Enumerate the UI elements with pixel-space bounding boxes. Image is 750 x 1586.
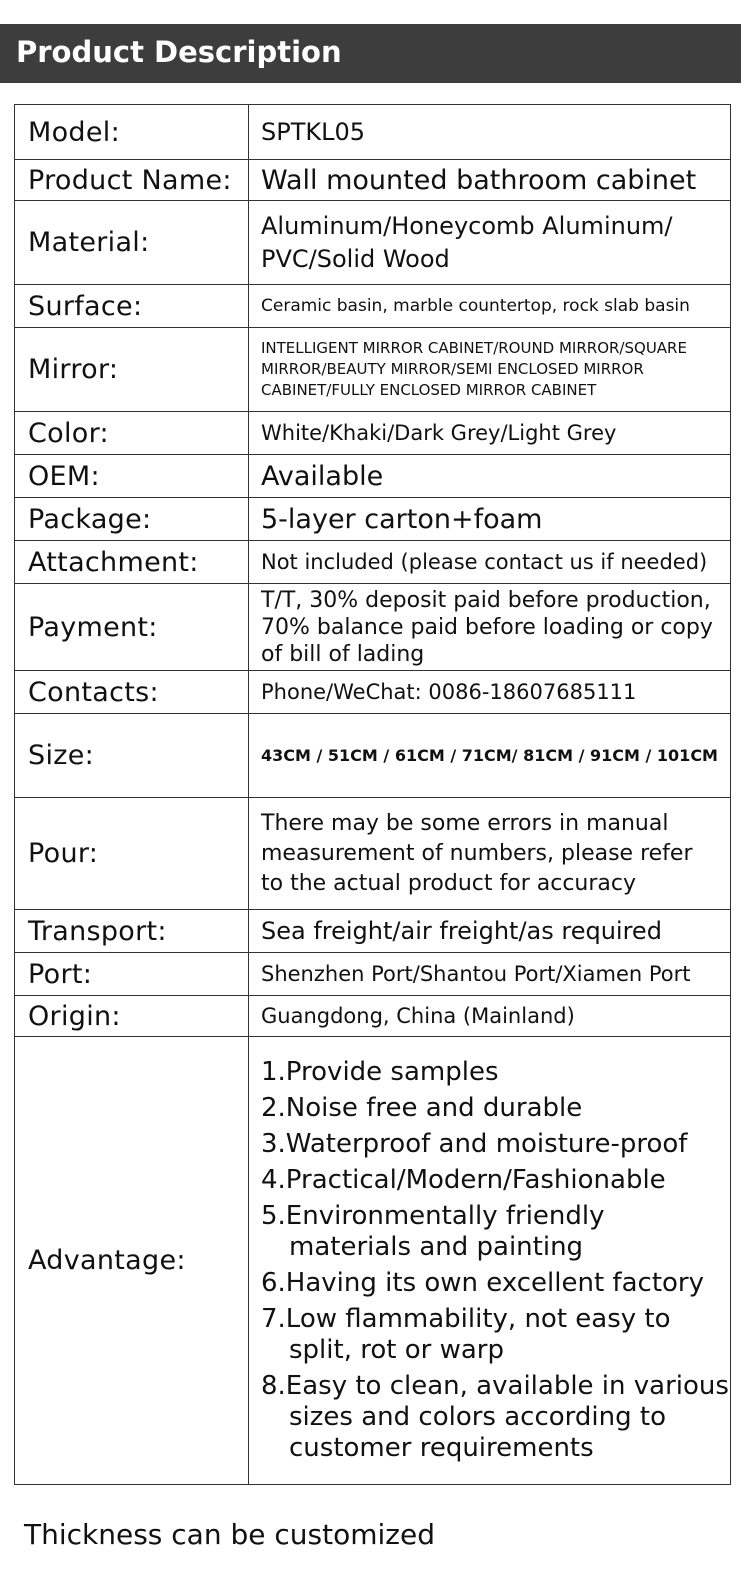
spec-label: Transport: bbox=[15, 910, 249, 953]
spec-row-package bbox=[15, 498, 731, 541]
advantage-item bbox=[261, 1370, 729, 1464]
spec-label: Package: bbox=[15, 498, 249, 541]
spec-value-line: White/Khaki/Dark Grey/Light Grey bbox=[261, 421, 617, 445]
spec-value bbox=[249, 201, 731, 285]
advantage-line: sizes and colors according to bbox=[289, 1401, 666, 1432]
spec-row-port bbox=[15, 953, 731, 996]
spec-row-product-name bbox=[15, 160, 731, 201]
spec-value-line: T/T, 30% deposit paid before production, bbox=[261, 587, 711, 613]
spec-label: Contacts: bbox=[15, 671, 249, 714]
spec-value-line: Sea freight/air freight/as required bbox=[261, 917, 662, 945]
spec-value-line: Available bbox=[261, 460, 384, 492]
spec-value bbox=[249, 996, 731, 1037]
header-bar bbox=[0, 24, 741, 83]
advantage-line: 3.Waterproof and moisture-proof bbox=[261, 1128, 688, 1159]
spec-value-line: Not included (please contact us if needed) bbox=[261, 550, 708, 574]
advantage-item bbox=[261, 1057, 726, 1088]
spec-row-size bbox=[15, 714, 731, 798]
spec-label: Material: bbox=[15, 201, 249, 285]
advantage-line: customer requirements bbox=[289, 1432, 594, 1463]
spec-value-line: There may be some errors in manual bbox=[261, 810, 669, 836]
spec-value-line: 43CM / 51CM / 61CM / 71CM/ 81CM / 91CM / 101CM bbox=[261, 746, 718, 765]
spec-row-model bbox=[15, 105, 731, 160]
advantage-line: 4.Practical/Modern/Fashionable bbox=[261, 1164, 666, 1195]
advantage-item bbox=[261, 1129, 726, 1160]
spec-row-origin bbox=[15, 996, 731, 1037]
spec-value bbox=[249, 671, 731, 714]
advantage-line: 2.Noise free and durable bbox=[261, 1092, 583, 1123]
spec-value bbox=[249, 714, 731, 798]
spec-value-line: Guangdong, China (Mainland) bbox=[261, 1004, 575, 1028]
spec-value-line: SPTKL05 bbox=[261, 118, 366, 146]
spec-value bbox=[249, 160, 731, 201]
spec-value-line: Wall mounted bathroom cabinet bbox=[261, 164, 697, 196]
spec-value-line: measurement of numbers, please refer bbox=[261, 840, 693, 866]
advantage-line: 7.Low flammability, not easy to bbox=[261, 1303, 671, 1334]
spec-row-attachment bbox=[15, 541, 731, 584]
spec-row-mirror bbox=[15, 328, 731, 412]
spec-value bbox=[249, 455, 731, 498]
spec-row-color bbox=[15, 412, 731, 455]
spec-value bbox=[249, 953, 731, 996]
spec-value bbox=[249, 285, 731, 328]
spec-label: Attachment: bbox=[15, 541, 249, 584]
advantage-line: 8.Easy to clean, available in various bbox=[261, 1370, 729, 1401]
spec-label: Pour: bbox=[15, 798, 249, 910]
spec-value bbox=[249, 541, 731, 584]
spec-label: Surface: bbox=[15, 285, 249, 328]
spec-row-material bbox=[15, 201, 731, 285]
spec-value bbox=[249, 498, 731, 541]
spec-label: Origin: bbox=[15, 996, 249, 1037]
advantage-line: split, rot or warp bbox=[289, 1334, 504, 1365]
advantage-list bbox=[261, 1056, 729, 1464]
advantage-list-cell bbox=[249, 1037, 731, 1485]
spec-label: Model: bbox=[15, 105, 249, 160]
advantage-line: materials and painting bbox=[289, 1231, 584, 1262]
spec-value bbox=[249, 412, 731, 455]
spec-table bbox=[14, 104, 731, 1485]
spec-value-line: MIRROR/BEAUTY MIRROR/SEMI ENCLOSED MIRROR bbox=[261, 360, 644, 378]
spec-value-line: 70% balance paid before loading or copy bbox=[261, 614, 713, 640]
advantage-line: 5.Environmentally friendly bbox=[261, 1200, 605, 1231]
spec-label: Port: bbox=[15, 953, 249, 996]
spec-row-advantage bbox=[15, 1037, 731, 1485]
spec-value-line: of bill of lading bbox=[261, 641, 425, 667]
spec-value-line: Shenzhen Port/Shantou Port/Xiamen Port bbox=[261, 962, 691, 986]
spec-label: Product Name: bbox=[15, 160, 249, 201]
spec-value bbox=[249, 328, 731, 412]
spec-label: Color: bbox=[15, 412, 249, 455]
spec-value-line: 5-layer carton+foam bbox=[261, 503, 543, 535]
spec-value-line: to the actual product for accuracy bbox=[261, 870, 637, 896]
spec-value bbox=[249, 105, 731, 160]
spec-label: OEM: bbox=[15, 455, 249, 498]
advantage-item bbox=[261, 1165, 726, 1196]
spec-value-line: Aluminum/Honeycomb Aluminum/ bbox=[261, 211, 673, 240]
spec-label: Advantage: bbox=[15, 1037, 249, 1485]
advantage-item bbox=[261, 1201, 726, 1263]
advantage-line: 1.Provide samples bbox=[261, 1056, 499, 1087]
spec-value bbox=[249, 910, 731, 953]
spec-value-line: INTELLIGENT MIRROR CABINET/ROUND MIRROR/SQUARE bbox=[261, 339, 687, 357]
spec-label: Payment: bbox=[15, 584, 249, 671]
advantage-item bbox=[261, 1268, 726, 1299]
spec-row-transport bbox=[15, 910, 731, 953]
spec-value bbox=[249, 584, 731, 671]
spec-value-line: Phone/WeChat: 0086-18607685111 bbox=[261, 680, 637, 704]
spec-value-line: PVC/Solid Wood bbox=[261, 244, 450, 273]
advantage-item bbox=[261, 1093, 726, 1124]
spec-row-pour bbox=[15, 798, 731, 910]
spec-label: Size: bbox=[15, 714, 249, 798]
spec-row-contacts bbox=[15, 671, 731, 714]
spec-row-oem bbox=[15, 455, 731, 498]
spec-row-surface bbox=[15, 285, 731, 328]
spec-label: Mirror: bbox=[15, 328, 249, 412]
advantage-item bbox=[261, 1304, 726, 1366]
spec-value-line: CABINET/FULLY ENCLOSED MIRROR CABINET bbox=[261, 381, 597, 399]
spec-row-payment bbox=[15, 584, 731, 671]
advantage-line: 6.Having its own excellent factory bbox=[261, 1267, 704, 1298]
thickness-note: Thickness can be customized bbox=[24, 1518, 435, 1551]
spec-value-line: Ceramic basin, marble countertop, rock slab basin bbox=[261, 296, 690, 316]
spec-value bbox=[249, 798, 731, 910]
page-title: Product Description bbox=[16, 35, 342, 69]
